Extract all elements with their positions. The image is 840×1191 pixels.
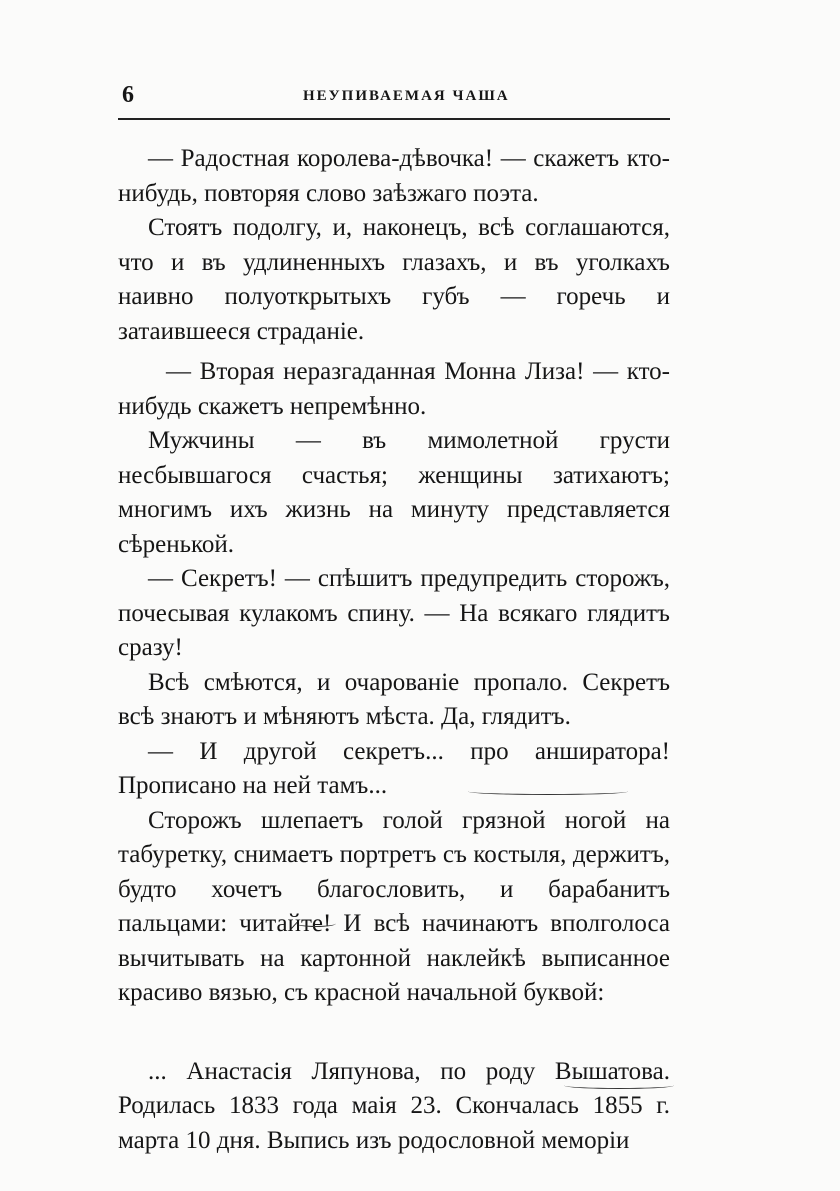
paragraph-6: Всѣ смѣются, и очарованіе пропало. Секретъ всѣ знаютъ и мѣняютъ мѣста. Да, глядитъ. [118, 668, 670, 730]
paragraph-5: — Секретъ! — спѣшитъ предупредить сторожъ, почесывая кулакомъ спину. — На всякаго глядитъ сразу! [118, 565, 670, 661]
pencil-mark [564, 1082, 674, 1089]
body-text [118, 142, 670, 1158]
pencil-mark [468, 788, 628, 795]
paragraph-8: Сторожъ шлепаетъ голой грязной ногой на табуретку, снимаетъ портретъ съ костыля, держитъ, будто хочетъ благословить, и барабанитъ пальцами: читайте! И всѣ начинаютъ вполголоса вычитывать на картонной наклейкѣ выписанное красиво вязью, съ красной начальной буквой: [118, 806, 670, 1006]
page-header [118, 78, 670, 116]
paragraph-9: ... Анастасія Ляпунова, по роду Вышатова. Родилась 1833 года маія 23. Скончалась 1855 г. марта 10 дня. Выпись изъ родословной меморіи [118, 1057, 670, 1154]
paragraph-4: Мужчины — въ мимолетной грусти несбывшагося счастья; женщины затихаютъ; многимъ ихъ жизнь на минуту представляется сѣренькой. [118, 427, 670, 558]
paragraph-7: — И другой секретъ... про анширатора! Прописано на ней тамъ... [118, 737, 670, 799]
paragraph-1: — Радостная королева-дѣвочка! — скажетъ кто-нибудь, повторяя слово заѣзжаго поэта. [118, 145, 670, 207]
paragraph-2: Стоятъ подолгу, и, наконецъ, всѣ соглашаются, что и въ удлиненныхъ глазахъ, и въ уголкахъ наивно полуоткрытыхъ губъ — горечь и затаившееся страданіе. [118, 214, 670, 345]
page-number: 6 [122, 82, 134, 108]
pencil-mark [296, 920, 336, 927]
running-title: НЕУПИВАЕМАЯ ЧАША [303, 88, 510, 104]
paragraph-3: — Вторая неразгаданная Монна Лиза! — кто-нибудь скажетъ непремѣнно. [118, 358, 670, 420]
header-rule [118, 118, 670, 120]
